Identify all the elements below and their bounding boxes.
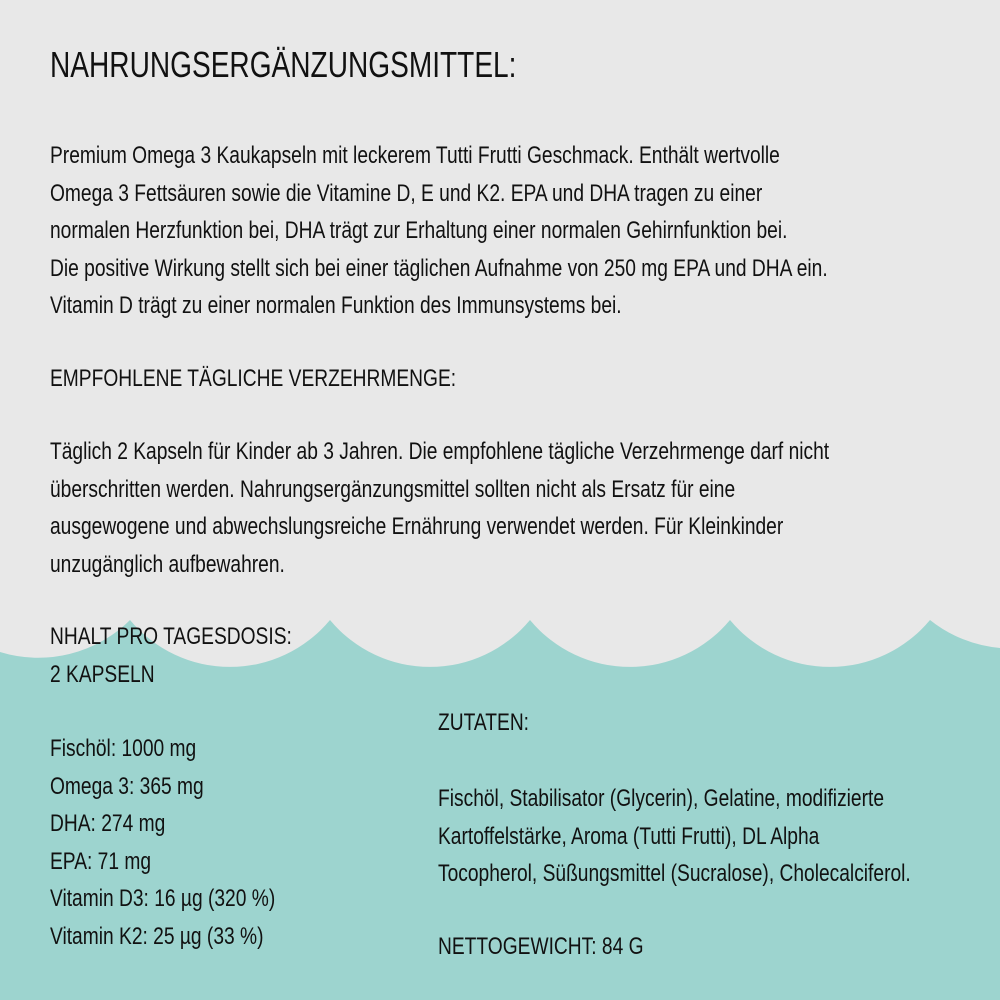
page-title-text: NAHRUNGSERGÄNZUNGSMITTEL: — [50, 44, 517, 85]
description-line: Die positive Wirkung stellt sich bei einer täglichen Aufnahme von 250 mg EPA und DHA ein. — [50, 254, 828, 282]
description-line: Premium Omega 3 Kaukapseln mit leckerem Tutti Frutti Geschmack. Enthält wertvolle — [50, 142, 780, 169]
ingredients-heading: ZUTATEN: — [438, 709, 530, 736]
dosage-line: ausgewogene und abwechslungsreiche Ernährung verwendet werden. Für Kleinkinder — [50, 513, 784, 540]
nutrient-item: EPA: 71 mg — [50, 847, 152, 875]
dosage-line: Täglich 2 Kapseln für Kinder ab 3 Jahren. Die empfohlene tägliche Verzehrmenge darf nicht — [50, 438, 830, 465]
ingredients-line: Kartoffelstärke, Aroma (Tutti Frutti), DL Alpha — [438, 822, 820, 850]
nutrient-item: Vitamin D3: 16 µg (320 %) — [50, 885, 276, 912]
nutrient-item: DHA: 274 mg — [50, 810, 166, 837]
net-weight: NETTOGEWICHT: 84 G — [438, 933, 644, 960]
nutrient-list — [50, 730, 332, 955]
description-paragraph — [50, 137, 1000, 325]
ingredients-paragraph — [438, 780, 1000, 893]
dosage-line: unzugänglich aufbewahren. — [50, 550, 285, 578]
description-line: Omega 3 Fettsäuren sowie die Vitamine D, E und K2. EPA und DHA tragen zu einer — [50, 179, 763, 207]
dosage-paragraph — [50, 433, 1000, 583]
page-title — [50, 44, 648, 86]
description-line: normalen Herzfunktion bei, DHA trägt zur Erhaltung einer normalen Gehirnfunktion bei. — [50, 217, 788, 244]
content-per-dose-heading: NHALT PRO TAGESDOSIS: 2 KAPSELN — [50, 623, 292, 688]
nutrient-item: Fischöl: 1000 mg — [50, 735, 197, 762]
nutrient-item: Omega 3: 365 mg — [50, 772, 204, 800]
dosage-heading: EMPFOHLENE TÄGLICHE VERZEHRMENGE: — [50, 365, 457, 392]
ingredients-line: Tocopherol, Süßungsmittel (Sucralose), Cholecalciferol. — [438, 860, 911, 887]
dosage-line: überschritten werden. Nahrungsergänzungsmittel sollten nicht als Ersatz für eine — [50, 475, 736, 503]
description-line: Vitamin D trägt zu einer normalen Funktion des Immunsystems bei. — [50, 292, 622, 319]
ingredients-line: Fischöl, Stabilisator (Glycerin), Gelatine, modifizierte — [438, 785, 885, 812]
nutrient-item: Vitamin K2: 25 µg (33 %) — [50, 922, 264, 950]
